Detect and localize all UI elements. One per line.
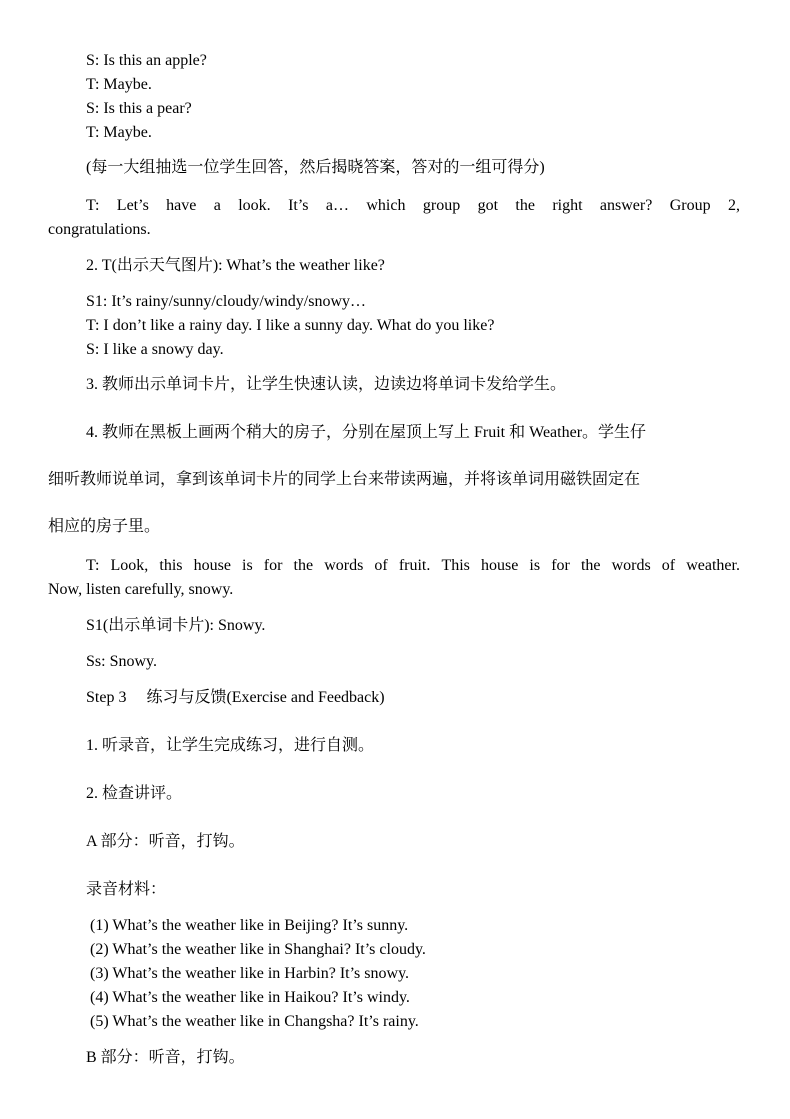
section-label: A 部分：听音，打钩。 xyxy=(86,833,245,850)
justified-dialogue-line xyxy=(86,196,740,216)
step-item: 2. T(出示天气图片): What’s the weather like? xyxy=(86,257,385,274)
word: This xyxy=(441,557,470,574)
word: a xyxy=(213,197,221,214)
dialogue-line: T: Maybe. xyxy=(86,124,152,141)
dialogue-line: S1: It’s rainy/sunny/cloudy/windy/snowy… xyxy=(86,293,366,310)
word: right xyxy=(552,197,583,214)
word: group xyxy=(422,197,461,214)
step-item: 2. 检查讲评。 xyxy=(86,785,183,802)
word: have xyxy=(166,197,197,214)
word: T: xyxy=(86,557,100,574)
word: Group xyxy=(669,197,711,214)
word: the xyxy=(515,197,535,214)
dialogue-line: T: I don’t like a rainy day. I like a sunny day. What do you like? xyxy=(86,317,495,334)
word: weather. xyxy=(686,557,740,574)
word: fruit. xyxy=(398,557,431,574)
word: the xyxy=(293,557,314,574)
dialogue-line: S1(出示单词卡片): Snowy. xyxy=(86,617,266,634)
recording-item: (1) What’s the weather like in Beijing? It’s sunny. xyxy=(90,917,409,934)
word: answer? xyxy=(599,197,653,214)
instruction-note: (每一大组抽选一位学生回答，然后揭晓答案，答对的一组可得分) xyxy=(86,159,545,176)
recording-item: (2) What’s the weather like in Shanghai? It’s cloudy. xyxy=(90,941,426,958)
dialogue-line: S: I like a snowy day. xyxy=(86,341,224,358)
word: for xyxy=(551,557,570,574)
word: house xyxy=(481,557,519,574)
word: house xyxy=(193,557,231,574)
section-label: 录音材料： xyxy=(86,881,167,898)
dialogue-line: congratulations. xyxy=(48,221,151,238)
recording-item: (4) What’s the weather like in Haikou? It’s windy. xyxy=(90,989,410,1006)
step-item-continuation: 相应的房子里。 xyxy=(48,518,161,535)
word: a… xyxy=(325,197,349,214)
word: words xyxy=(611,557,651,574)
word: Let’s xyxy=(116,197,149,214)
word: of xyxy=(374,557,388,574)
word: T: xyxy=(86,197,100,214)
dialogue-line: Now, listen carefully, snowy. xyxy=(48,581,234,598)
step-item: 4. 教师在黑板上画两个稍大的房子，分别在屋顶上写上 Fruit 和 Weather。学生仔 xyxy=(86,424,647,441)
word: is xyxy=(529,557,541,574)
word: It’s xyxy=(288,197,309,214)
word: is xyxy=(242,557,253,574)
dialogue-line: T: Maybe. xyxy=(86,76,152,93)
word: for xyxy=(263,557,283,574)
word: of xyxy=(661,557,676,574)
recording-item: (3) What’s the weather like in Harbin? It’s snowy. xyxy=(90,965,410,982)
word: 2, xyxy=(727,197,740,214)
word: the xyxy=(580,557,601,574)
word: got xyxy=(477,197,499,214)
dialogue-line: S: Is this an apple? xyxy=(86,52,207,69)
step-heading: Step 3 练习与反馈(Exercise and Feedback) xyxy=(86,689,385,706)
dialogue-line: S: Is this a pear? xyxy=(86,100,192,117)
word: which xyxy=(366,197,406,214)
section-label: B 部分：听音，打钩。 xyxy=(86,1049,245,1066)
word: Look, xyxy=(110,557,149,574)
step-item: 1. 听录音，让学生完成练习，进行自测。 xyxy=(86,737,375,754)
step-item-continuation: 细听教师说单词，拿到该单词卡片的同学上台来带读两遍，并将该单词用磁铁固定在 xyxy=(48,471,641,488)
step-item: 3. 教师出示单词卡片，让学生快速认读，边读边将单词卡发给学生。 xyxy=(86,376,567,393)
word: this xyxy=(159,557,183,574)
word: look. xyxy=(238,197,271,214)
dialogue-line: Ss: Snowy. xyxy=(86,653,157,670)
recording-item: (5) What’s the weather like in Changsha? It’s rainy. xyxy=(90,1013,419,1030)
word: words xyxy=(324,557,364,574)
justified-dialogue-line xyxy=(86,556,740,576)
